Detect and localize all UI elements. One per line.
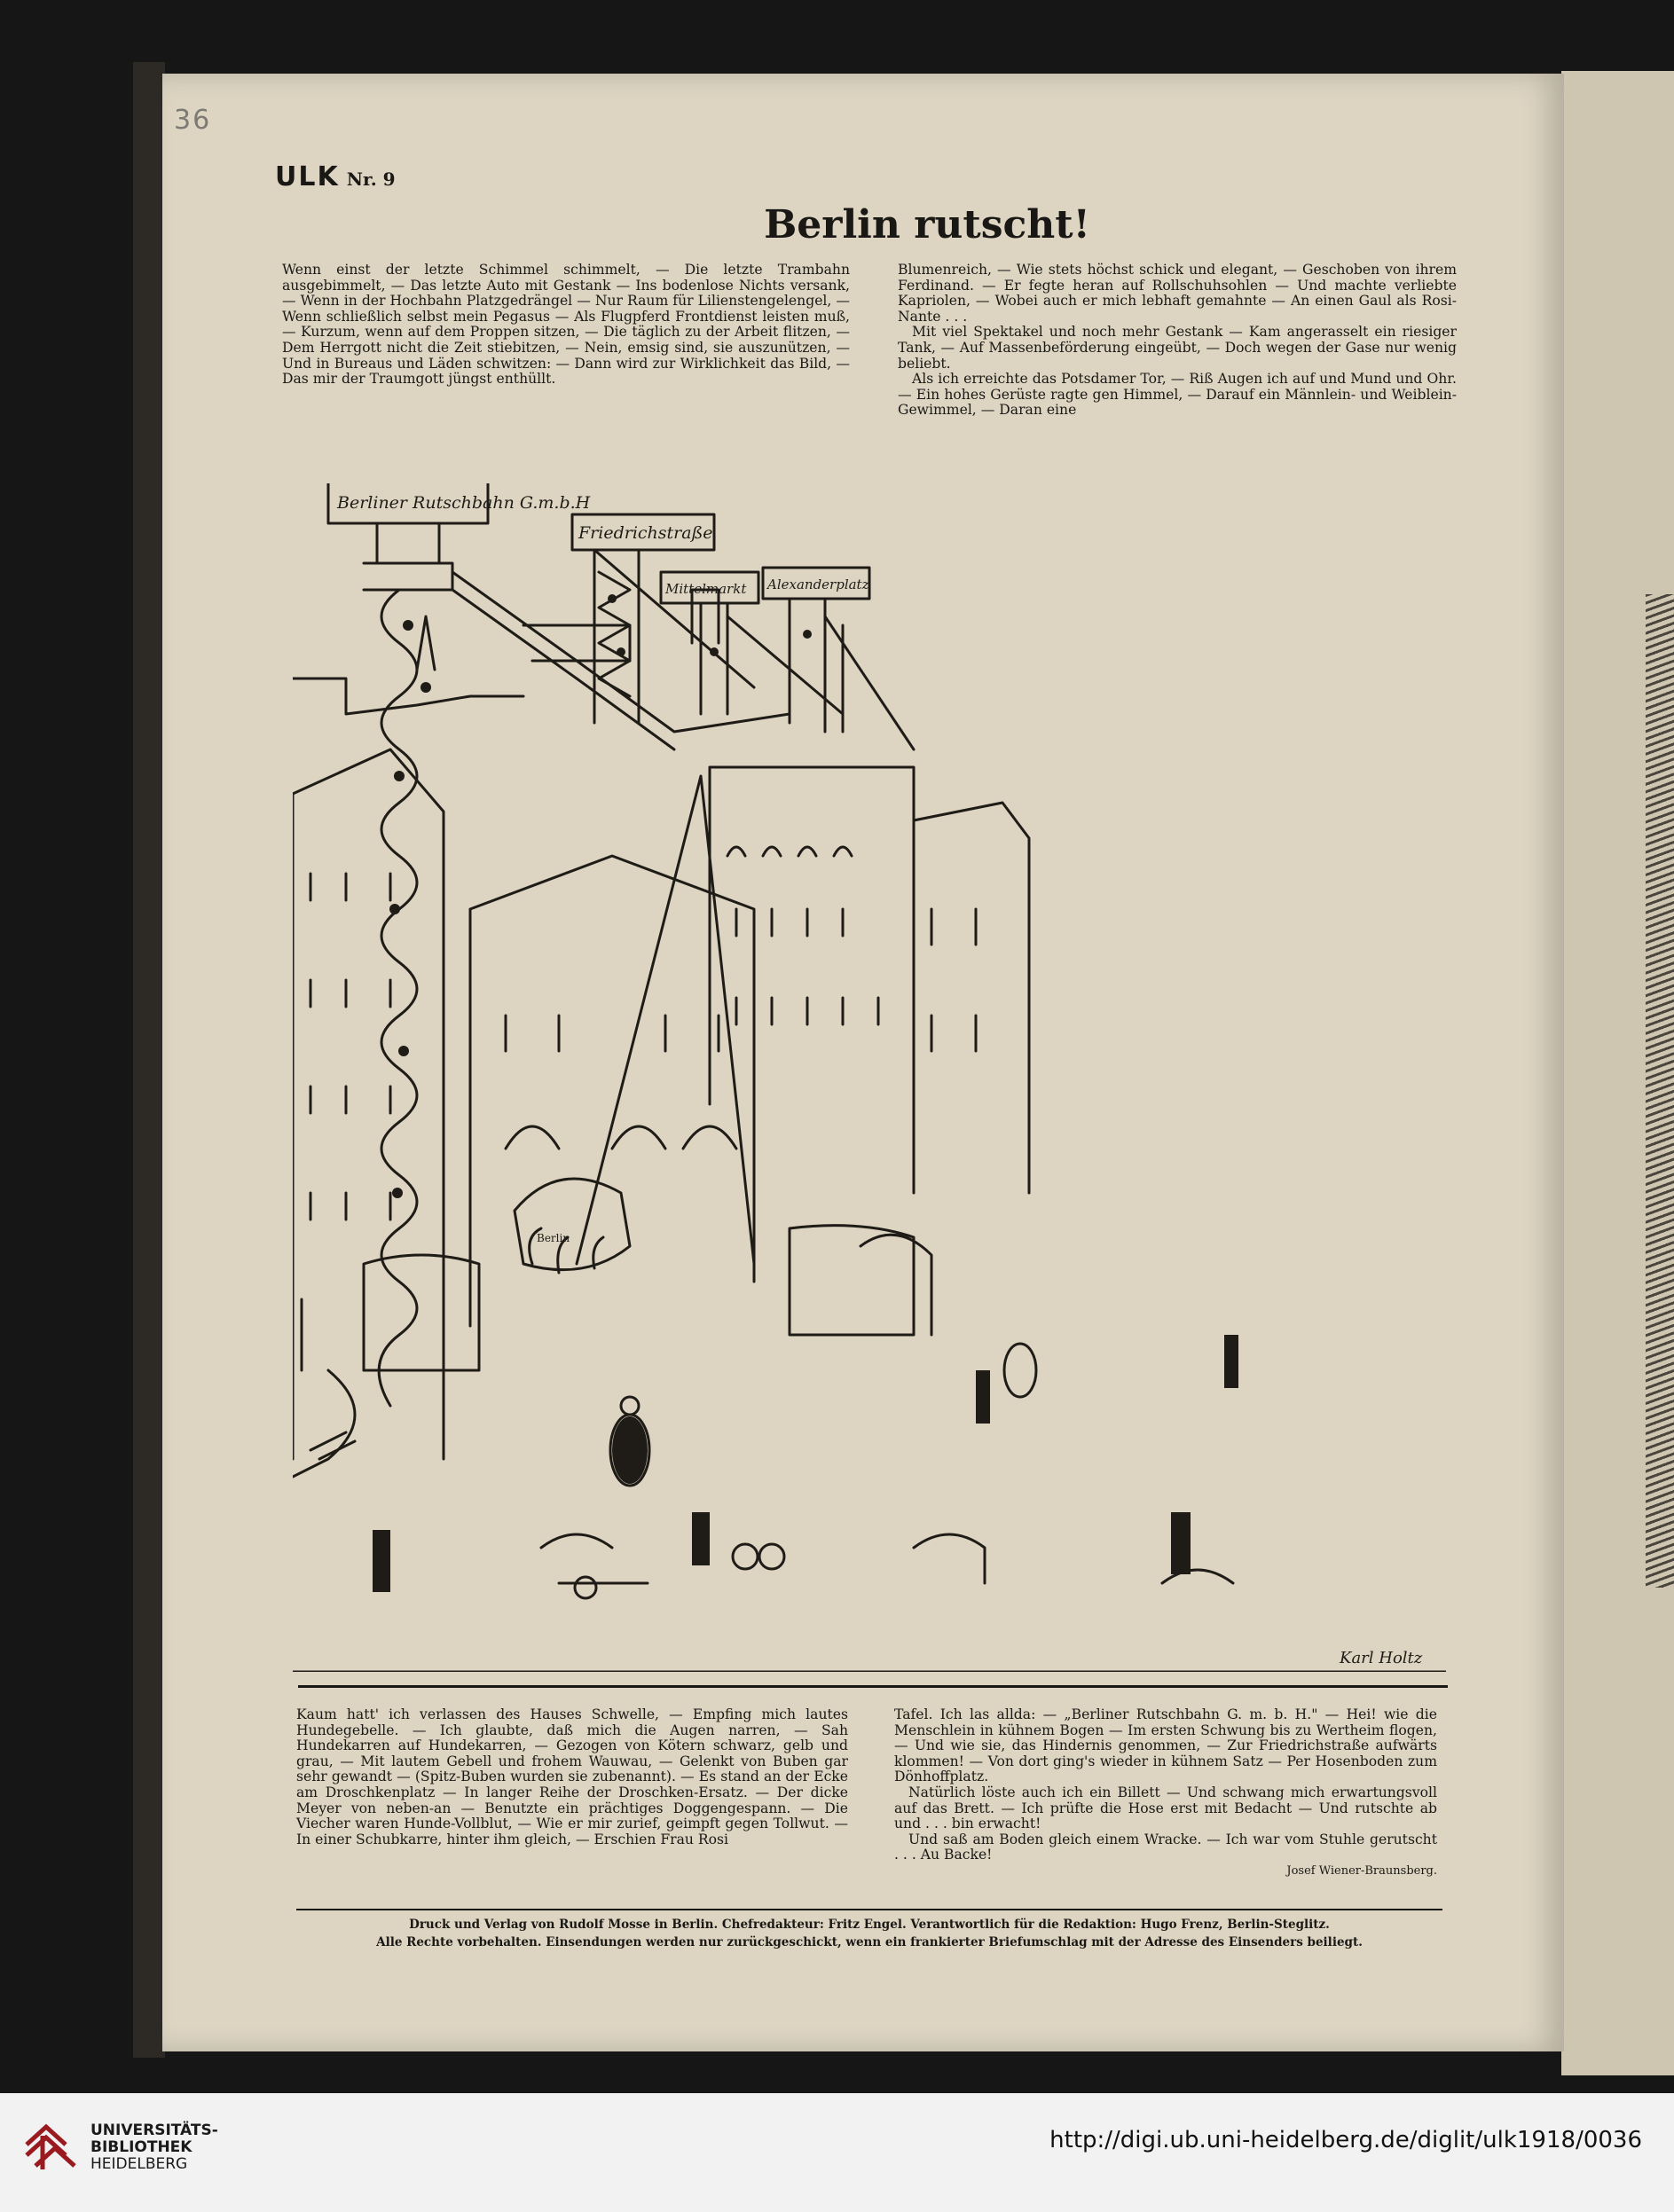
kiosk-left xyxy=(364,1255,479,1370)
poem-paragraph: Mit viel Spektakel und noch mehr Gestank — Kam angerasselt ein riesiger Tank, — Auf Massenbeförderung eingeübt, — Doch wegen der Gase nur wenig beliebt. xyxy=(898,324,1457,372)
masthead-name: ULK xyxy=(275,161,340,192)
left-building xyxy=(293,749,444,1459)
sign-rutschbahn: Berliner Rutschbahn G.m.b.H xyxy=(337,493,591,513)
university-library-logo-text[interactable] xyxy=(90,2122,218,2173)
imprint-line: Alle Rechte vorbehalten. Einsendungen werden nur zurückgeschickt, wenn ein frankierter Briefumschlag mit der Adresse des Einsenders beiliegt. xyxy=(376,1935,1363,1949)
middle-building xyxy=(470,856,754,1326)
logo-line: BIBLIOTHEK xyxy=(90,2138,193,2156)
sign-alexanderplatz: Alexanderplatz xyxy=(767,577,869,592)
dog-cart-right xyxy=(914,1534,985,1583)
poem-column-bottom-right xyxy=(894,1707,1437,1879)
author-byline: Josef Wiener-Braunsberg. xyxy=(1286,1863,1437,1878)
artist-signature: Karl Holtz xyxy=(1340,1649,1423,1667)
poem-paragraph: Blumenreich, — Wie stets höchst schick und elegant, — Geschoben von ihrem Ferdinand. — Er fegte heran auf Rollschuhsohlen — Und machte verliebte Kapriolen, — Wobei auch er mich lebhaft gemahnte — An einen Gaul als Rosi-Nante . . . xyxy=(898,262,1457,325)
masthead xyxy=(275,161,396,192)
sign-mittelmarkt: Mittelmarkt xyxy=(665,581,747,597)
logo-line: HEIDELBERG xyxy=(90,2155,188,2173)
book-spine-edge xyxy=(133,62,165,2058)
poem-column-top-right xyxy=(898,263,1457,419)
logo-line: UNIVERSITÄTS- xyxy=(90,2122,218,2139)
rail-loop xyxy=(293,1370,355,1477)
article-title: Berlin rutscht! xyxy=(764,202,1090,247)
top-platform xyxy=(364,563,452,590)
imprint xyxy=(296,1916,1442,1951)
adjacent-page-illustration xyxy=(1646,594,1674,1588)
poem-paragraph: Tafel. Ich las allda: — „Berliner Rutschbahn G. m. b. H." — Hei! wie die Menschlein in kühnem Bogen — Im ersten Schwung bis zu Wertheim flogen, — Und wie sie, das Hindernis genommen, — Zur Friedrichstraße aufwärts klommen! — Von dort ging's wieder in kühnem Satz — Per Hosenboden zum Dönhoffplatz. xyxy=(894,1706,1437,1785)
spiral-staircase xyxy=(379,590,417,1406)
poem-column-top-left xyxy=(282,263,850,388)
poem-paragraph: Und saß am Boden gleich einem Wracke. — Ich war vom Stuhle gerutscht . . . Au Backe! xyxy=(894,1831,1437,1863)
poem-paragraph: Kaum hatt' ich verlassen des Hauses Schwelle, — Empfing mich lautes Hundegebelle. — Ich glaubte, daß mich die Augen narren, — Sah Hundekarren auf Hundekarren, — Gezogen von Kötern schwarz, gelb und grau, — Mit lautem Gebell und frohem Wauwau, — Gelenkt von Buben gar sehr gewandt — (Spitz-Buben wurden sie zubenannt). — Es stand an der Ecke am Droschkenplatz — In langer Reihe der Droschken-Ersatz. — Der dicke Meyer von neben-an — Benutzte ein prächtiges Doggengespann. — Die Viecher waren Hunde-Vollblut, — Wie er mir zurief, geimpft gegen Tollwut. — In einer Schubkarre, hinter ihm gleich, — Erschien Frau Rosi xyxy=(296,1706,848,1847)
poem-paragraph: Wenn einst der letzte Schimmel schimmelt, — Die letzte Trambahn ausgebimmelt, — Das letzte Auto mit Gestank — Ins bodenlose Nichts versank, — Wenn in der Hochbahn Platzgedrängel — Nur Raum für Lilienstengelengel, — Wenn schließlich selbst mein Pegasus — Als Flugpferd Frontdienst leisten muß, — Kurzum, wenn auf dem Proppen sitzen, — Die täglich zu der Arbeit flitzen, — Dem Herrgott nicht die Zeit stiebitzen, — Nein, emsig sind, sie auszunützen, — Und in Bureaus und Läden schwitzen: — Dann wird zur Wirklichkeit das Bild, — Das mir der Traumgott jüngst enthüllt. xyxy=(282,262,850,388)
dog-cart xyxy=(541,1534,648,1583)
tank-label: Berlin xyxy=(537,1232,570,1244)
skyline-line xyxy=(293,679,523,714)
sign-friedrichstrasse: Friedrichstraße xyxy=(578,523,713,543)
poem-paragraph: Natürlich löste auch ich ein Billett — Und schwang mich erwartungsvoll auf das Brett. — Ich prüfte die Hose erst mit Bedacht — Und rutschte ab und . . . bin erwacht! xyxy=(894,1784,1437,1832)
imprint-rule xyxy=(296,1909,1442,1910)
imprint-line: Druck und Verlag von Rudolf Mosse in Berlin. Chefredakteur: Fritz Engel. Verantwortlich für die Redaktion: Hugo Frenz, Berlin-Steglitz. xyxy=(409,1918,1330,1932)
university-library-logo-icon[interactable] xyxy=(20,2111,82,2173)
church-spire xyxy=(417,616,435,670)
kiosk-right xyxy=(790,1226,914,1335)
pencil-page-number: 36 xyxy=(174,105,212,136)
permalink-url[interactable]: http://digi.ub.uni-heidelberg.de/diglit/ulk1918/0036 xyxy=(1049,2127,1642,2153)
poem-paragraph: Als ich erreichte das Potsdamer Tor, — Riß Augen ich auf und Mund und Ohr. — Ein hohes Gerüste ragte gen Himmel, — Darauf ein Männlein- und Weiblein-Gewimmel, — Daran eine xyxy=(898,371,1457,419)
illustration-bottom-rule xyxy=(298,1685,1448,1688)
cartoon-illustration xyxy=(293,483,1446,1672)
scaffold-left xyxy=(523,625,630,661)
friedrichstrasse-tower xyxy=(594,550,754,723)
tank xyxy=(515,1179,630,1270)
masthead-issue: Nr. 9 xyxy=(346,169,396,190)
alexanderplatz-tower xyxy=(790,599,914,749)
poem-column-bottom-left xyxy=(296,1707,848,1847)
